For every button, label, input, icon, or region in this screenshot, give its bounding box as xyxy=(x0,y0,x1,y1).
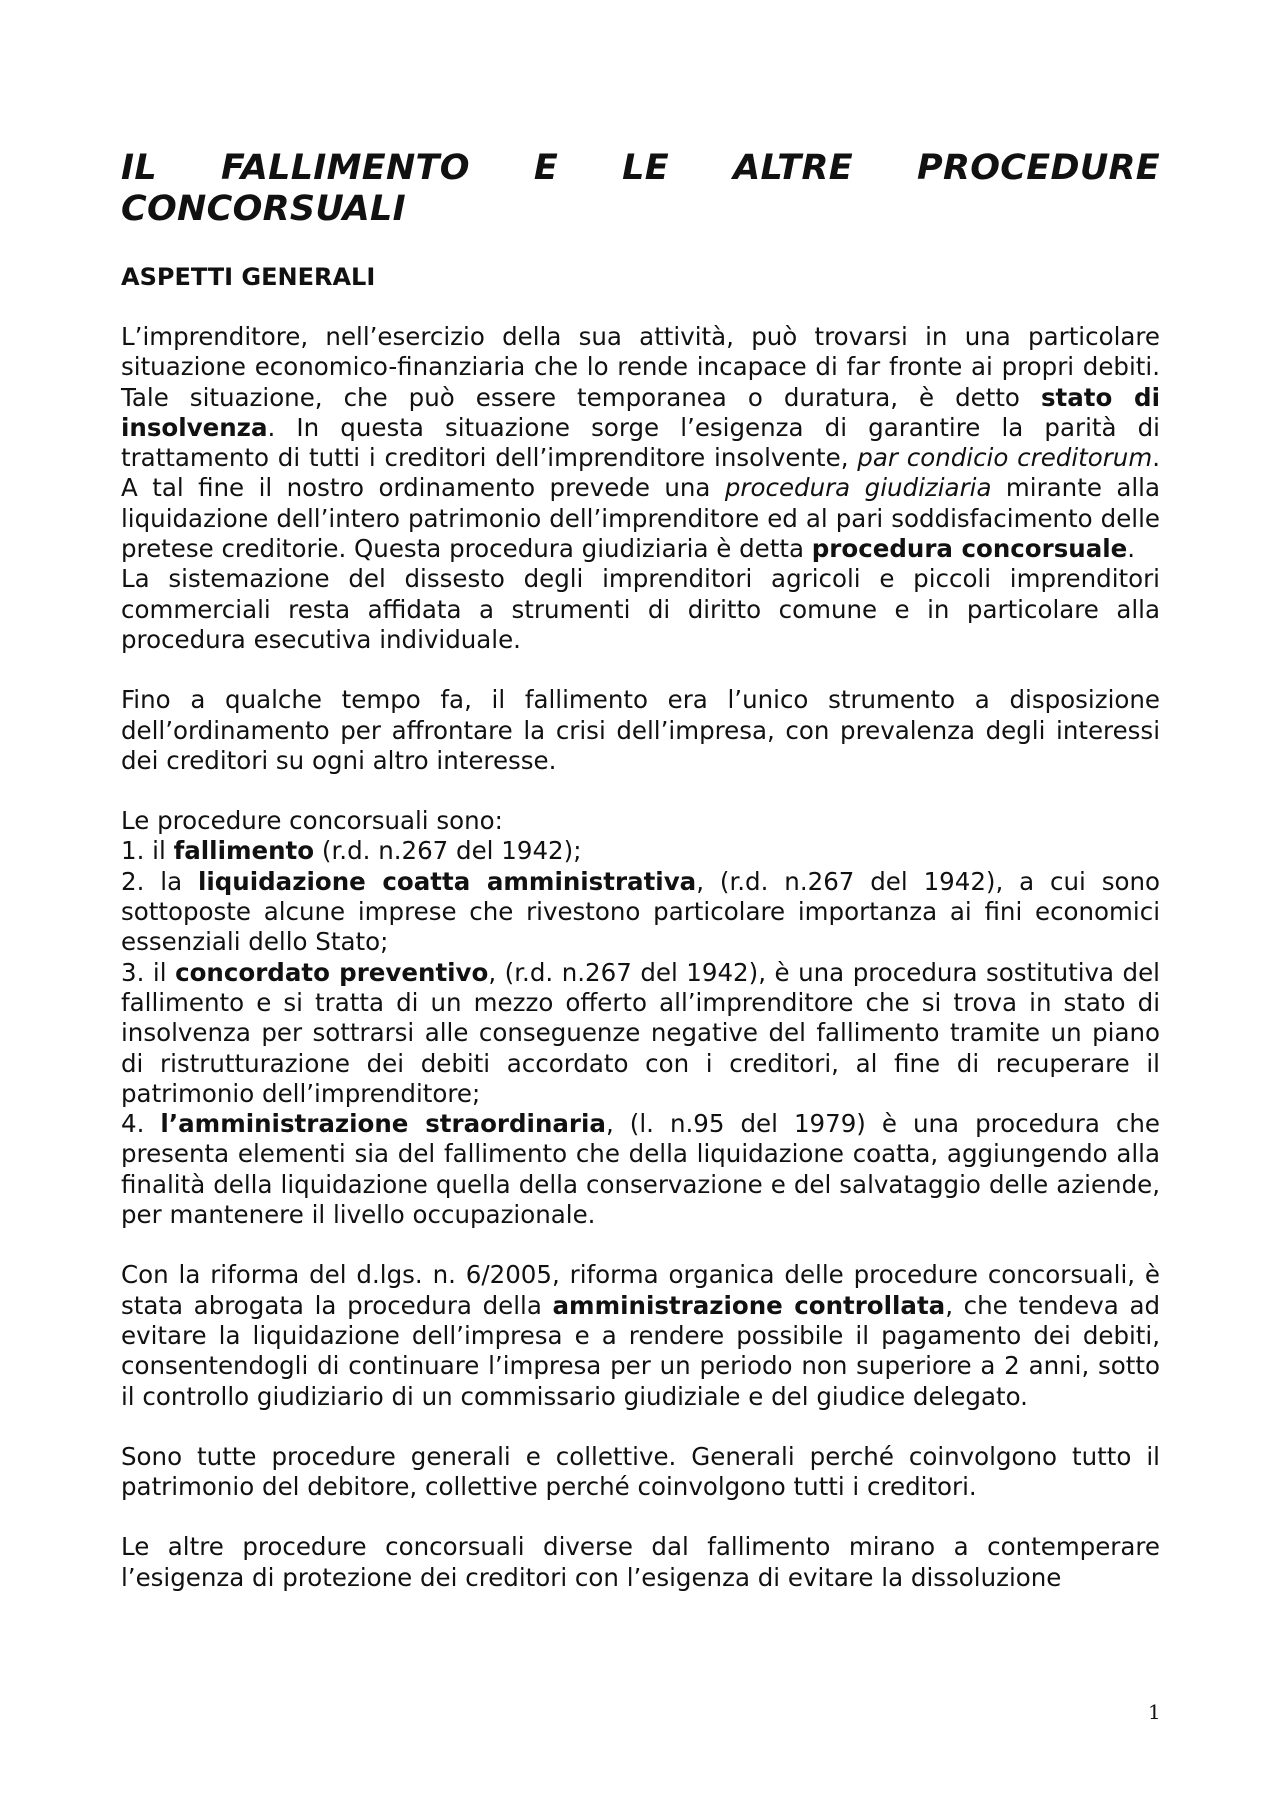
text-run: . In questa situazione sorge l’esigenza di garantire la parità di trattamento di tutti i creditori dell’imprenditore insolvente, xyxy=(121,412,1160,473)
section-heading: ASPETTI GENERALI xyxy=(121,263,376,291)
title-line-1: IL FALLIMENTO E LE ALTRE PROCEDURE xyxy=(121,148,1160,188)
paragraph-fino-a-qualche-tempo: Fino a qualche tempo fa, il fallimento era l’unico strumento a disposizione dell’ordinamento per affrontare la crisi dell’impresa, con prevalenza degli interessi dei creditori su ogni altro interesse. xyxy=(121,685,1160,775)
bold-term-procedura-concorsuale: procedura concorsuale xyxy=(811,534,1128,564)
document-page xyxy=(121,148,1160,1593)
text-run: mirante alla liquidazione dell’intero patrimonio dell’imprenditore ed al pari soddisfacimento delle pretese creditorie. Questa procedura giudiziaria è detta xyxy=(121,473,1160,564)
item-prefix: 1. il xyxy=(121,836,174,866)
title-line-2: CONCORSUALI xyxy=(121,189,406,229)
bold-term-amministrazione-controllata: amministrazione controllata xyxy=(552,1290,946,1320)
item-text: (r.d. n.267 del 1942); xyxy=(314,836,582,866)
document-title xyxy=(121,148,1160,230)
paragraph-sistemazione: La sistemazione del dissesto degli imprenditori agricoli e piccoli imprenditori commerciali resta affidata a strumenti di diritto comune e in particolare alla procedura esecutiva individuale. xyxy=(121,564,1160,654)
item-prefix: 4. xyxy=(121,1109,161,1139)
text-run: . A tal fine il nostro ordinamento prevede una xyxy=(121,443,1160,503)
bold-term-stato-di-insolvenza: stato di insolvenza xyxy=(121,382,1160,442)
paragraph-riforma xyxy=(121,1260,1160,1411)
item-text: , (r.d. n.267 del 1942), è una procedura sostitutiva del fallimento e si tratta di un mezzo offerto all’imprenditore che si trova in stato di insolvenza per sottrarsi alle conseguenze negative del fallimento tramite un piano di ristrutturazione dei debiti accordato con i creditori, al fine di recuperare il patrimonio dell’imprenditore; xyxy=(121,957,1160,1108)
item-term: concordato preventivo xyxy=(175,957,489,987)
italic-term-par-condicio: par condicio creditorum xyxy=(857,443,1153,473)
item-text: , (r.d. n.267 del 1942), a cui sono sottoposte alcune imprese che rivestono particolare importanza ai fini economici essenziali dello Stato; xyxy=(121,866,1161,957)
italic-term-procedura-giudiziaria: procedura giudiziaria xyxy=(724,473,992,503)
item-text: , (l. n.95 del 1979) è una procedura che presenta elementi sia del fallimento che della liquidazione coatta, aggiungendo alla finalità della liquidazione quella della conservazione e del salvataggio delle aziende, per mantenere il livello occupazionale. xyxy=(121,1109,1160,1230)
item-term: l’amministrazione straordinaria xyxy=(160,1109,606,1139)
paragraph-altre-procedure: Le altre procedure concorsuali diverse dal fallimento mirano a contemperare l’esigenza di protezione dei creditori con l’esigenza di evitare la dissoluzione xyxy=(121,1532,1160,1592)
item-prefix: 3. il xyxy=(121,957,176,987)
item-term: liquidazione coatta amministrativa xyxy=(197,866,697,896)
page-number: 1 xyxy=(1148,1700,1161,1724)
text-run: . xyxy=(1127,534,1136,564)
item-prefix: 2. la xyxy=(121,866,198,896)
list-item-concordato-preventivo xyxy=(121,958,1160,1109)
paragraph-insolvenza xyxy=(121,322,1160,564)
paragraph-procedure-generali: Sono tutte procedure generali e collettive. Generali perché coinvolgono tutto il patrimonio del debitore, collettive perché coinvolgono tutti i creditori. xyxy=(121,1441,1160,1502)
text-run: , che tendeva ad evitare la liquidazione dell’impresa e a rendere possibile il pagamento dei debiti, consentendogli di continuare l’impresa per un periodo non superiore a 2 anni, sotto il controllo giudiziario di un commissario giudiziale e del giudice delegato. xyxy=(121,1290,1161,1411)
text-run: Con la riforma del d.lgs. n. 6/2005, riforma organica delle procedure concorsuali, è stata abrogata la procedura della xyxy=(121,1260,1160,1320)
list-item-amministrazione-straordinaria xyxy=(121,1109,1160,1230)
list-item-fallimento xyxy=(121,836,1160,866)
list-item-liquidazione-coatta xyxy=(121,867,1160,958)
text-run: L’imprenditore, nell’esercizio della sua attività, può trovarsi in una particolare situazione economico-finanziaria che lo rende incapace di far fronte ai propri debiti. Tale situazione, che può essere temporanea o duratura, è detto xyxy=(121,322,1160,412)
list-intro: Le procedure concorsuali sono: xyxy=(121,806,503,836)
item-term: fallimento xyxy=(173,836,315,866)
